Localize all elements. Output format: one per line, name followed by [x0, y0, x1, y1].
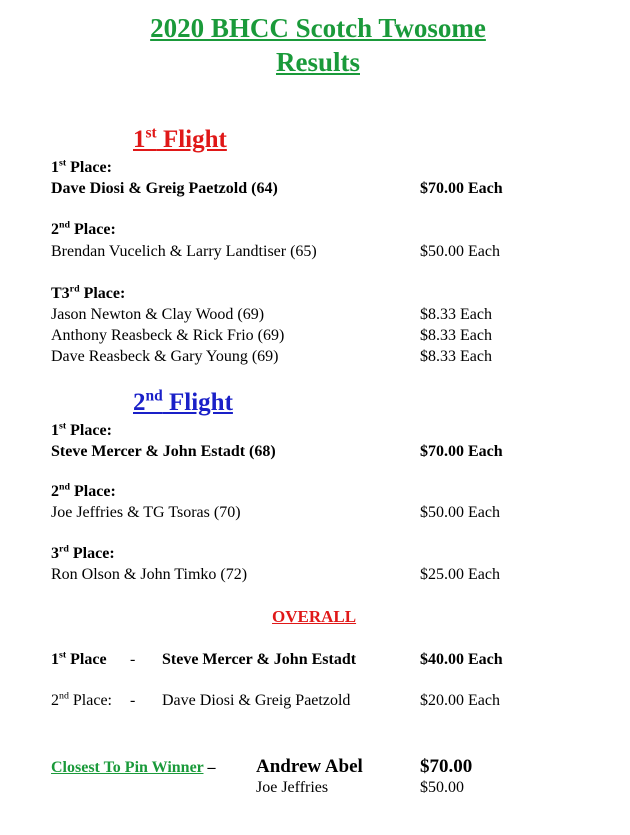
flight-1-first-prize: $70.00 Each	[420, 180, 503, 197]
overall-heading: OVERALL	[272, 607, 357, 626]
closest-to-pin-runner-prize: $50.00	[420, 779, 464, 796]
flight-1-third-row-names: Jason Newton & Clay Wood (69)	[51, 306, 265, 323]
closest-to-pin-line	[51, 759, 216, 777]
flight-1-second-prize: $50.00 Each	[420, 243, 500, 260]
flight-2-third-prize: $25.00 Each	[420, 566, 500, 583]
page-subtitle: Results	[275, 47, 360, 77]
flight-1-first-names: Dave Diosi & Greig Paetzold (64)	[51, 180, 278, 197]
flight-2-second-names: Joe Jeffries & TG Tsoras (70)	[51, 504, 241, 521]
overall-first-prize: $40.00 Each	[420, 651, 503, 668]
closest-to-pin-winner: Andrew Abel	[256, 756, 363, 777]
overall-first-dash: -	[130, 651, 136, 668]
flight-1-third-row-prize: $8.33 Each	[420, 306, 492, 323]
closest-to-pin-label: Closest To Pin Winner	[51, 759, 204, 776]
flight-1-third-row-names: Anthony Reasbeck & Rick Frio (69)	[51, 327, 285, 344]
overall-first-label: 1st Place	[51, 649, 107, 668]
flight-1-third-label: T3rd Place:	[51, 283, 126, 302]
flight-1-heading: 1st Flight	[133, 124, 227, 153]
flight-2-second-label: 2nd Place:	[51, 481, 116, 500]
flight-2-first-names: Steve Mercer & John Estadt (68)	[51, 443, 276, 460]
flight-1-second-label: 2nd Place:	[51, 219, 116, 238]
flight-1-third-row-names: Dave Reasbeck & Gary Young (69)	[51, 348, 279, 365]
closest-to-pin-runner: Joe Jeffries	[256, 779, 329, 796]
flight-1-second-names: Brendan Vucelich & Larry Landtiser (65)	[51, 243, 317, 260]
flight-1-third-row-prize: $8.33 Each	[420, 348, 492, 365]
flight-2-third-label: 3rd Place:	[51, 543, 115, 562]
page-title: 2020 BHCC Scotch Twosome	[150, 13, 486, 43]
overall-second-names: Dave Diosi & Greig Paetzold	[162, 692, 351, 709]
overall-second-dash: -	[130, 692, 136, 709]
flight-2-first-prize: $70.00 Each	[420, 443, 503, 460]
overall-second-prize: $20.00 Each	[420, 692, 500, 709]
flight-1-first-label: 1st Place:	[51, 157, 112, 176]
flight-2-heading: 2nd Flight	[133, 387, 233, 416]
flight-2-second-prize: $50.00 Each	[420, 504, 500, 521]
overall-second-label: 2nd Place:	[51, 690, 112, 709]
flight-2-first-label: 1st Place:	[51, 420, 112, 439]
closest-to-pin-dash: –	[203, 759, 216, 776]
overall-first-names: Steve Mercer & John Estadt	[162, 651, 357, 668]
flight-1-third-row-prize: $8.33 Each	[420, 327, 492, 344]
closest-to-pin-winner-prize: $70.00	[420, 756, 473, 777]
flight-2-third-names: Ron Olson & John Timko (72)	[51, 566, 248, 583]
